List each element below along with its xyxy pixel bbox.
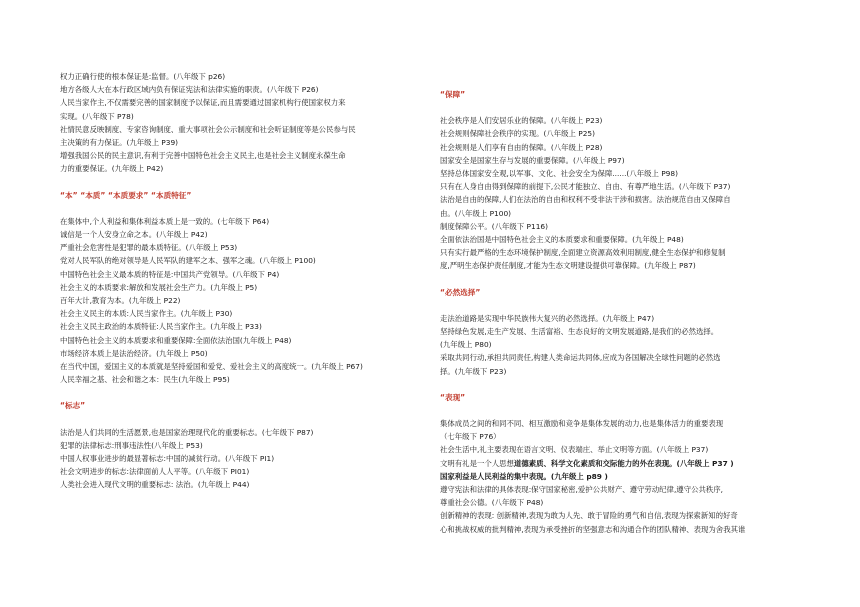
- text-line: 全面依法治国是中国特色社会主义的本质要求和重要保障。(九年级上 P48): [440, 235, 684, 245]
- text-line: 尊重社会公德。(八年级下 P48): [440, 498, 544, 508]
- text-line: 增强我国公民的民主意识,有利于完善中国特色社会主义民主,也是社会主义制度永葆生命: [60, 151, 346, 161]
- text-line: 国家安全是国家生存与发展的重要保障。(八年级上 P97): [440, 155, 625, 165]
- section-heading-biran: “必然选择”: [440, 287, 481, 297]
- text-line: 主决策的有力保证。(九年级上 P39): [60, 138, 179, 148]
- text-line: 力的重要保证。(九年级上 P42): [60, 164, 164, 174]
- text-line: 集体成员之间的和同不同、相互激励和竞争是集体发展的动力,也是集体活力的重要表现: [440, 419, 724, 429]
- text-line: 社会主义民主政治的本质特征:人民当家作主。(九年级上 P33): [60, 322, 262, 332]
- text-line: 中国人权事业进步的最显著标志:中国的减贫行动。(八年级下 PI1): [60, 454, 275, 464]
- text-line: 市场经济本质上是法治经济。(九年级上 P50): [60, 348, 208, 358]
- text-line: 人类社会进入现代文明的重要标志: 法治。(九年级上 P44): [60, 480, 250, 490]
- text-line: 只有在人身自由得到保障的前提下,公民才能独立、自由、有尊严地生活。(八年级下 P37): [440, 182, 731, 192]
- text-line: 人民当家作主,不仅需要完善的国家制度予以保证,而且需要通过国家机构行使国家权力来: [60, 98, 346, 108]
- text-line: (九年级上 P80): [440, 340, 492, 350]
- text-line: [440, 457, 820, 470]
- text-line: 心和挑战权威的批判精神,表现为承受挫折的坚强意志和沟通合作的团队精神、表现为舍我其谁: [440, 524, 746, 534]
- text-line: 社会秩序是人们安居乐业的保障。(八年级上 P23): [440, 116, 603, 126]
- text-line: 坚持总体国家安全观,以军事、文化、社会安全为保障......(八年级上 P98): [440, 169, 678, 179]
- text-line: 中国特色社会主义的本质要求和重要保障:全面依法治国(九年级上 P48): [60, 335, 292, 345]
- section-heading-biaozhi: “标志”: [60, 401, 86, 411]
- text-line: 社情民意反映制度、专家咨询制度、重大事项社会公示制度和社会听证制度等是公民参与民: [60, 124, 356, 134]
- text-line: 只有实行最严格的生态环境保护制度,全面建立资源高效利用制度,健全生态保护和修复制: [440, 248, 726, 258]
- text-line: 社会文明进步的标志:法律面前人人平等。(八年级下 PI01): [60, 467, 250, 477]
- text-line: 国家利益是人民利益的集中表现。(九年级上 p89 ): [440, 471, 608, 481]
- text-line: 度,严明生态保护责任制度,才能为生态文明建设提供可靠保障。(九年级上 P87): [440, 261, 696, 271]
- section-heading-benzhi: “本” “本质” “本质要求” “本质特征”: [60, 190, 192, 200]
- right-column: [440, 88, 820, 536]
- text-segment: 文明有礼是一个人思想: [440, 458, 514, 468]
- section-heading-baozhang: “保障”: [440, 90, 466, 99]
- text-line: 社会主义民主的本质:人民当家作主。(九年级上 P30): [60, 309, 233, 319]
- text-line: 采取共同行动,承担共同责任,构建人类命运共同体,应成为各国解决全球性问题的必然选: [440, 353, 721, 363]
- text-line: 制度保障公平。(八年级下 P116): [440, 221, 548, 231]
- text-line: 社会规则是人们享有自由的保障。(八年级上 P28): [440, 142, 603, 152]
- text-line: 由。(八年级上 P100): [440, 208, 512, 218]
- text-line: 走法治道路是实现中华民族伟大复兴的必然选择。(九年级上 P47): [440, 313, 655, 323]
- text-line: 法治是自由的保障,人们在法治的自由和权利不受非法干涉和损害。法治规范自由又保障自: [440, 195, 731, 205]
- text-line: 在集体中,个人利益和集体利益本质上是一致的。(七年级下 P64): [60, 216, 270, 226]
- text-line: 法治是人们共同的生活愿景,也是国家治理现代化的重要标志。(七年级下 P87): [60, 427, 314, 437]
- text-line: （七年级下 P76）: [440, 432, 501, 442]
- text-line: 社会规则保障社会秩序的实现。(八年级上 P25): [440, 129, 596, 139]
- text-line: 创新精神的表现: 创新精神,表现为敢为人先、敢于冒险的勇气和自信,表现为探索新知的好奇: [440, 511, 738, 521]
- text-line: 人民幸福之基、社会和谐之本：民生(九年级上 P95): [60, 375, 230, 385]
- left-column: [60, 70, 425, 492]
- text-line: 权力正确行使的根本保证是:监督。(八年级下 p26): [60, 72, 226, 81]
- text-line: 诚信是一个人安身立命之本。(八年级上 P42): [60, 230, 208, 240]
- text-line: 地方各级人大在本行政区域内负有保证宪法和法律实施的职责。(八年级下 P26): [60, 85, 319, 95]
- text-line: 社会生活中,礼主要表现在语言文明、仪表端庄、举止文明等方面。(八年级上 P37): [440, 445, 709, 455]
- text-line: 百年大计,教育为本。(九年级上 P22): [60, 296, 181, 306]
- text-line: 实现。(八年级下 P78): [60, 111, 134, 121]
- text-line: 坚持绿色发展,走生产发展、生活富裕、生态良好的文明发展道路,是我们的必然选择。: [440, 327, 719, 337]
- text-line: 社会主义的本质要求:解放和发展社会生产力。(九年级上 P5): [60, 282, 258, 292]
- section-heading-biaoxian: “表现”: [440, 392, 466, 402]
- text-line: 中国特色社会主义最本质的特征是:中国共产党领导。(八年级下 P4): [60, 269, 280, 279]
- text-line: 在当代中国，爱国主义的本质就是坚持爱国和爱党、爱社会主义的高度统一。(九年级上 P67): [60, 362, 363, 372]
- text-line: 遵守宪法和法律的具体表现:保守国家秘密,爱护公共财产、遵守劳动纪律,遵守公共秩序,: [440, 485, 723, 495]
- text-line: 犯罪的法律标志:刑事违法性(八年级上 P53): [60, 440, 203, 450]
- text-line: 党对人民军队的绝对领导是人民军队的建军之本、强军之魂。(八年级上 P100): [60, 256, 316, 266]
- text-line: 严重社会危害性是犯罪的最本质特征。(八年级上 P53): [60, 243, 238, 253]
- text-segment-bold: 道德素质、科学文化素质和交际能力的外在表现。(八年级上 P37 ): [513, 458, 734, 468]
- text-line: 择。(九年级下 P23): [440, 366, 507, 376]
